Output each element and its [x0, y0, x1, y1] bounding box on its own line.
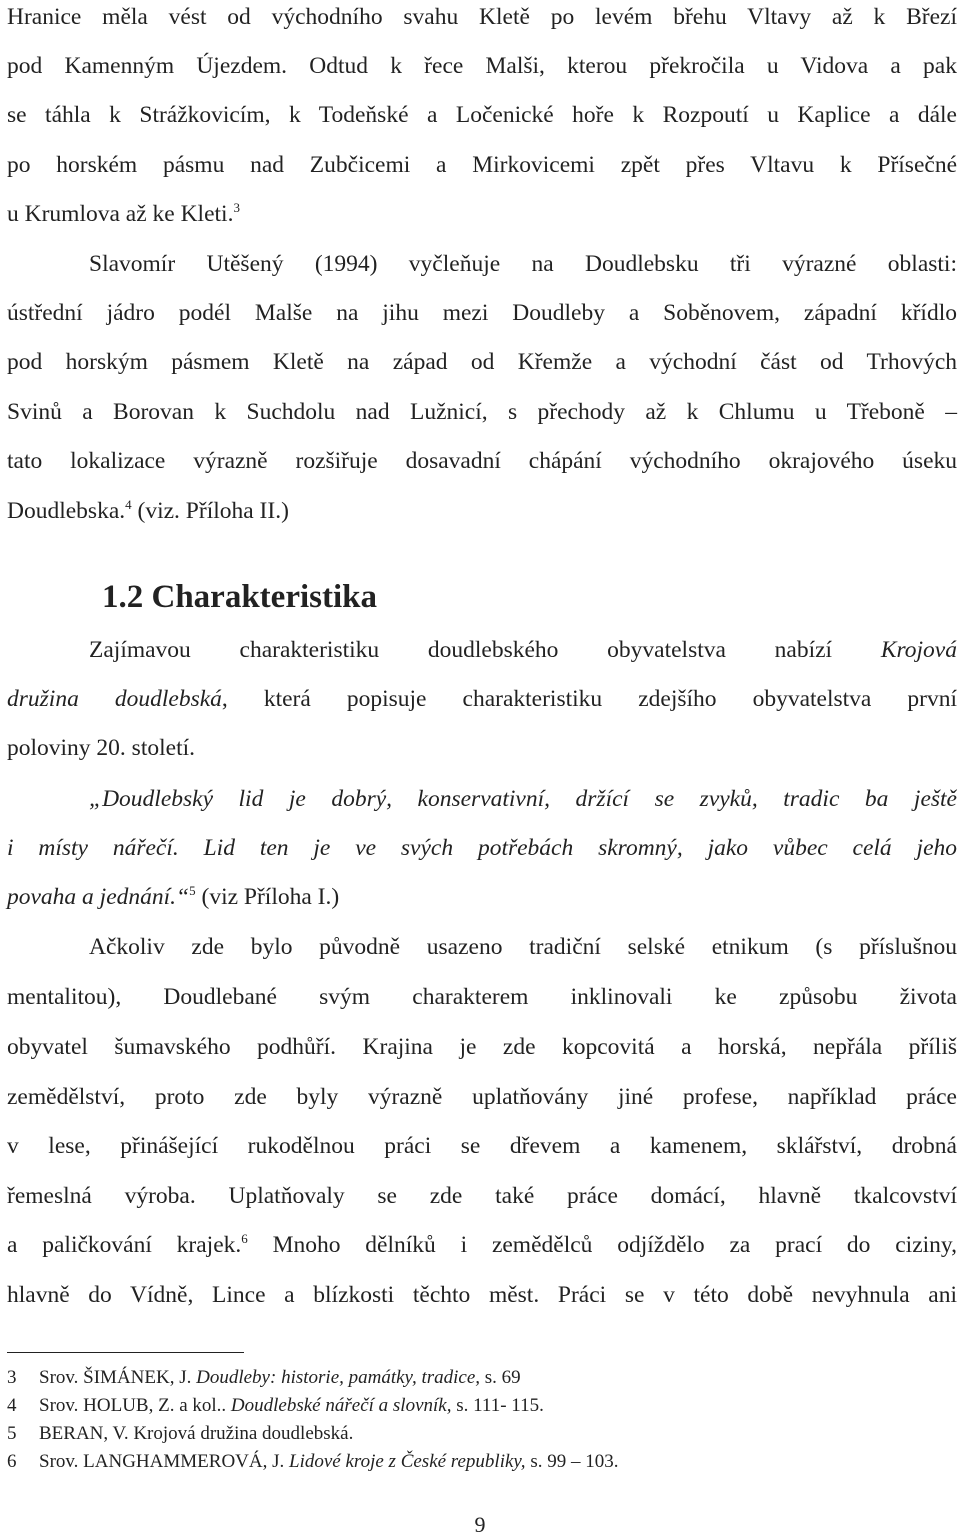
paragraph-line	[89, 635, 957, 665]
quote-line	[89, 784, 957, 814]
footnote	[7, 1422, 947, 1446]
paragraph-line	[7, 684, 957, 714]
paragraph-text: u Krumlova až ke Kleti.	[7, 201, 234, 227]
italic-title: Krojová	[880, 637, 957, 663]
footnote-text: Srov. HOLUB, Z. a kol..	[39, 1395, 231, 1416]
paragraph-line: řemeslná výroba. Uplatňovaly se zde také práce domácí, hlavně tkalcovství	[7, 1183, 957, 1209]
footnote	[7, 1366, 947, 1390]
quote-last-line	[7, 882, 957, 912]
footnote-separator	[7, 1352, 244, 1353]
quote-text: „Doudlebský lid je dobrý, konservativní, držící se zvyků, tradic ba ještě	[89, 786, 957, 812]
paragraph-text: Zajímavou charakteristiku doudlebského obyvatelstva nabízí	[89, 637, 881, 663]
footnote-number: 5	[7, 1423, 17, 1444]
footnote-number: 3	[7, 1367, 17, 1388]
paragraph-line: Ačkoliv zde bylo původně usazeno tradiční selské etnikum (s příslušnou	[89, 934, 957, 960]
footnote-text: Srov. LANGHAMMEROVÁ, J.	[39, 1451, 289, 1472]
footnote	[7, 1394, 947, 1418]
paragraph-text: , která popisuje charakteristiku zdejšího obyvatelstva první	[221, 686, 957, 712]
paragraph-line: ústřední jádro podél Malše na jihu mezi Doudleby a Soběnovem, západní křídlo	[7, 300, 957, 326]
paragraph-line: hlavně do Vídně, Lince a blízkosti těchto měst. Práci se v této době nevyhnula ani	[7, 1282, 957, 1308]
paragraph-line: Hranice měla vést od východního svahu Kletě po levém břehu Vltavy až k Březí	[7, 4, 957, 30]
footnote-number: 4	[7, 1395, 17, 1416]
footnote-text: BERAN, V. Krojová družina doudlebská.	[39, 1423, 354, 1444]
paragraph-line: pod Kamenným Újezdem. Odtud k řece Malši, kterou překročila u Vidova a pak	[7, 53, 957, 79]
paragraph-line: pod horským pásmem Kletě na západ od Křemže a východní část od Trhových	[7, 349, 957, 375]
paragraph-line: zemědělství, proto zde byly výrazně uplatňovány jiné profese, například práce	[7, 1084, 957, 1110]
paragraph-line: v lese, přinášející rukodělnou práci se dřevem a kamenem, sklářství, drobná	[7, 1133, 957, 1159]
footnote-reference: 5	[189, 883, 196, 898]
paragraph-line: tato lokalizace výrazně rozšiřuje dosavadní chápání východního okrajového úseku	[7, 448, 957, 474]
page-number: 9	[474, 1512, 486, 1537]
footnote	[7, 1450, 947, 1474]
footnote-text: Srov. ŠIMÁNEK, J.	[39, 1367, 197, 1388]
footnote-title: Doudlebské nářečí a slovník,	[230, 1395, 452, 1416]
footnote-text: s. 111- 115.	[451, 1395, 544, 1416]
footnote-number: 6	[7, 1451, 17, 1472]
paragraph-last-line: poloviny 20. století.	[7, 735, 195, 761]
footnote-reference: 3	[233, 200, 240, 215]
paragraph-line: Svinů a Borovan k Suchdolu nad Lužnicí, s přechody až k Chlumu u Třeboně –	[7, 399, 957, 425]
paragraph-line: obyvatel šumavského podhůří. Krajina je zde kopcovitá a horská, nepřála příliš	[7, 1034, 957, 1060]
paragraph-last-line	[7, 496, 957, 526]
footnote-title: Doudleby: historie, památky, tradice,	[196, 1367, 481, 1388]
paragraph-text: (viz Příloha I.)	[195, 884, 340, 910]
paragraph-text: (viz. Příloha II.)	[131, 498, 289, 524]
paragraph-text: a paličkování krajek.	[7, 1232, 242, 1258]
quote-text: i místy nářečí. Lid ten je ve svých potřebách skromný, jako vůbec celá jeho	[7, 835, 957, 861]
italic-title: družina doudlebská	[7, 686, 222, 712]
paragraph-last-line	[7, 199, 957, 229]
paragraph-line: mentalitou), Doudlebané svým charakterem inklinovali ke způsobu života	[7, 984, 957, 1010]
footnote-text: s. 69	[480, 1367, 521, 1388]
quote-line	[7, 833, 957, 863]
paragraph-line: Slavomír Utěšený (1994) vyčleňuje na Doudlebsku tři výrazné oblasti:	[89, 251, 957, 277]
footnote-text: s. 99 – 103.	[525, 1451, 619, 1472]
paragraph-line: se táhla k Strážkovicím, k Todeňské a Ločenické hoře k Rozpoutí u Kaplice a dále	[7, 102, 957, 128]
paragraph-line: po horském pásmu nad Zubčicemi a Mirkovicemi zpět přes Vltavu k Přísečné	[7, 152, 957, 178]
paragraph-line	[7, 1230, 957, 1260]
paragraph-text: Mnoho dělníků i zemědělců odjíždělo za prací do ciziny,	[247, 1232, 957, 1258]
paragraph-text: Doudlebska.	[7, 498, 126, 524]
footnote-reference: 6	[241, 1231, 248, 1246]
footnote-title: Lidové kroje z České republiky,	[289, 1451, 526, 1472]
section-heading: 1.2 Charakteristika	[102, 579, 377, 615]
quote-text: povaha a jednání.“	[7, 884, 190, 910]
footnote-reference: 4	[125, 497, 132, 512]
